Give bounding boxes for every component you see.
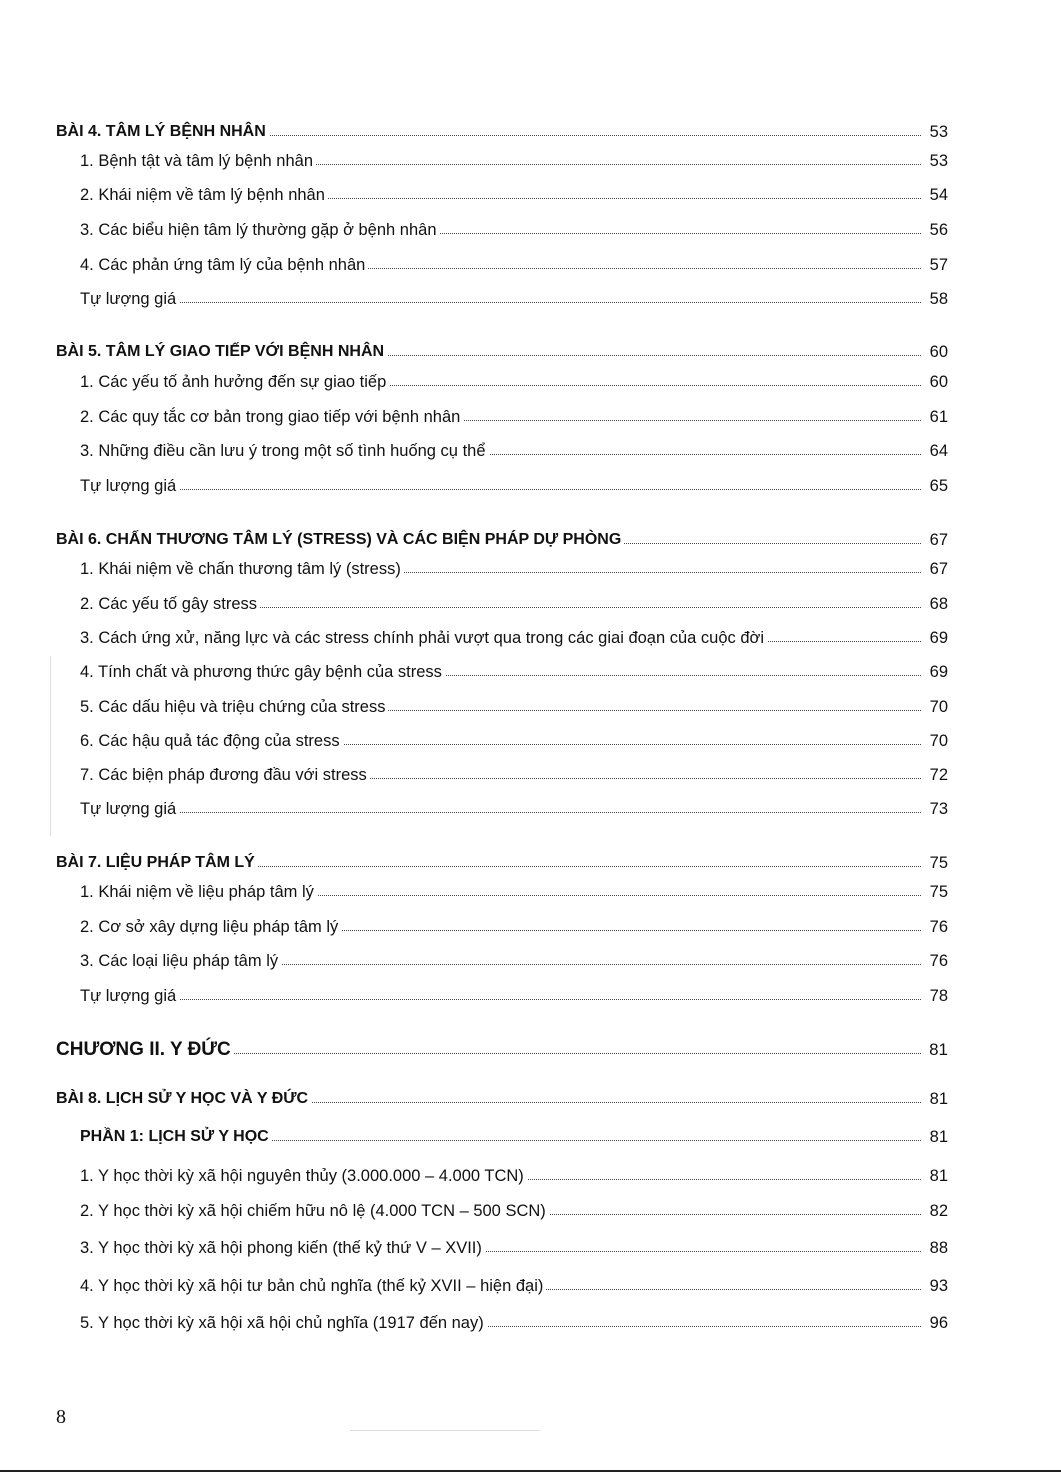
dot-leader: [80, 999, 921, 1000]
toc-page-number: 60: [922, 340, 948, 364]
toc-entry-title: 1. Khái niệm về chấn thương tâm lý (stress): [80, 557, 404, 581]
toc-page-number: 70: [922, 729, 948, 753]
toc-row: [0, 1125, 1061, 1149]
toc-row: [0, 695, 1061, 719]
toc-row: [0, 660, 1061, 684]
toc-entry-title: Tự lượng giá: [80, 984, 179, 1008]
toc-row: [0, 984, 1061, 1008]
footer-page-number: 8: [56, 1406, 66, 1428]
toc-row: [0, 120, 1061, 144]
toc-row: [0, 851, 1061, 875]
toc-page-number: 65: [922, 474, 948, 498]
toc-entry-title: 5. Các dấu hiệu và triệu chứng của stress: [80, 695, 388, 719]
toc-page-number: 82: [922, 1199, 948, 1223]
toc-page-number: 81: [922, 1125, 948, 1149]
page-bottom-rule: [0, 1470, 1061, 1472]
toc-page-number: 72: [922, 763, 948, 787]
toc-entry-title: 2. Các quy tắc cơ bản trong giao tiếp với bệnh nhân: [80, 405, 463, 429]
toc-entry-title: 3. Những điều cần lưu ý trong một số tình huống cụ thể: [80, 439, 489, 463]
toc-entry-title: 2. Y học thời kỳ xã hội chiếm hữu nô lệ (4.000 TCN – 500 SCN): [80, 1199, 549, 1223]
toc-entry-title: 1. Các yếu tố ảnh hưởng đến sự giao tiếp: [80, 370, 389, 394]
toc-page-number: 81: [922, 1038, 948, 1062]
toc-page-number: 60: [922, 370, 948, 394]
dot-leader: [80, 812, 921, 813]
toc-entry-title: 5. Y học thời kỳ xã hội xã hội chủ nghĩa (1917 đến nay): [80, 1311, 487, 1335]
toc-page-number: 76: [922, 915, 948, 939]
toc-entry-title: BÀI 4. TÂM LÝ BỆNH NHÂN: [56, 120, 269, 144]
toc-row: [0, 149, 1061, 173]
toc-page-number: 53: [922, 149, 948, 173]
toc-page-number: 54: [922, 183, 948, 207]
toc-page-number: 53: [922, 120, 948, 144]
toc-entry-title: 2. Khái niệm về tâm lý bệnh nhân: [80, 183, 328, 207]
toc-entry-title: BÀI 5. TÂM LÝ GIAO TIẾP VỚI BỆNH NHÂN: [56, 340, 387, 364]
toc-entry-title: 3. Y học thời kỳ xã hội phong kiến (thế kỷ thứ V – XVII): [80, 1236, 485, 1260]
toc-entry-title: 1. Bệnh tật và tâm lý bệnh nhân: [80, 149, 316, 173]
toc-row: [0, 626, 1061, 650]
toc-row: [0, 763, 1061, 787]
scan-artifact-line: [50, 656, 51, 836]
toc-entry-title: 3. Các biểu hiện tâm lý thường gặp ở bệnh nhân: [80, 218, 440, 242]
toc-entry-title: 2. Các yếu tố gây stress: [80, 592, 260, 616]
scan-artifact-line: [350, 1430, 540, 1431]
toc-row: [0, 1164, 1061, 1188]
toc-row: [0, 370, 1061, 394]
toc-entry-title: CHƯƠNG II. Y ĐỨC: [56, 1038, 234, 1062]
toc-page-number: 81: [922, 1164, 948, 1188]
toc-page-number: 75: [922, 851, 948, 875]
toc-row: [0, 405, 1061, 429]
toc-page-number: 58: [922, 287, 948, 311]
toc-row: [0, 949, 1061, 973]
toc-page-number: 75: [922, 880, 948, 904]
toc-entry-title: 7. Các biện pháp đương đầu với stress: [80, 763, 370, 787]
toc-row: [0, 915, 1061, 939]
toc-page-number: 73: [922, 797, 948, 821]
toc-row: [0, 880, 1061, 904]
toc-page-number: 69: [922, 660, 948, 684]
toc-page-number: 81: [922, 1087, 948, 1111]
toc-row: [0, 474, 1061, 498]
toc-page-number: 70: [922, 695, 948, 719]
toc-row: [0, 183, 1061, 207]
toc-entry-title: BÀI 6. CHẤN THƯƠNG TÂM LÝ (STRESS) VÀ CÁC BIỆN PHÁP DỰ PHÒNG: [56, 528, 624, 552]
toc-entry-title: Tự lượng giá: [80, 287, 179, 311]
toc-row: [0, 1236, 1061, 1260]
toc-row: [0, 729, 1061, 753]
toc-row: [0, 253, 1061, 277]
toc-entry-title: 1. Y học thời kỳ xã hội nguyên thủy (3.000.000 – 4.000 TCN): [80, 1164, 527, 1188]
toc-entry-title: 1. Khái niệm về liệu pháp tâm lý: [80, 880, 317, 904]
toc-entry-title: 2. Cơ sở xây dựng liệu pháp tâm lý: [80, 915, 341, 939]
toc-page-number: 64: [922, 439, 948, 463]
toc-page-number: 68: [922, 592, 948, 616]
dot-leader: [80, 489, 921, 490]
toc-page-number: 56: [922, 218, 948, 242]
toc-page-number: 61: [922, 405, 948, 429]
toc-row: [0, 1311, 1061, 1335]
toc-entry-title: BÀI 7. LIỆU PHÁP TÂM LÝ: [56, 851, 258, 875]
toc-row: [0, 287, 1061, 311]
toc-row: [0, 218, 1061, 242]
toc-row: [0, 1038, 1061, 1062]
toc-row: [0, 340, 1061, 364]
toc-row: [0, 1199, 1061, 1223]
toc-page-number: 88: [922, 1236, 948, 1260]
toc-row: [0, 592, 1061, 616]
toc-page-number: 78: [922, 984, 948, 1008]
dot-leader: [80, 302, 921, 303]
toc-entry-title: BÀI 8. LỊCH SỬ Y HỌC VÀ Y ĐỨC: [56, 1087, 311, 1111]
toc-page-number: 57: [922, 253, 948, 277]
toc-row: [0, 528, 1061, 552]
toc-page-number: 67: [922, 528, 948, 552]
toc-entry-title: 3. Các loại liệu pháp tâm lý: [80, 949, 281, 973]
toc-entry-title: Tự lượng giá: [80, 474, 179, 498]
toc-entry-title: 4. Y học thời kỳ xã hội tư bản chủ nghĩa (thế kỷ XVII – hiện đại): [80, 1274, 546, 1298]
toc-entry-title: 4. Các phản ứng tâm lý của bệnh nhân: [80, 253, 368, 277]
toc-page-number: 67: [922, 557, 948, 581]
toc-page-number: 93: [922, 1274, 948, 1298]
toc-entry-title: 4. Tính chất và phương thức gây bệnh của stress: [80, 660, 445, 684]
toc-row: [0, 1274, 1061, 1298]
toc-entry-title: 3. Cách ứng xử, năng lực và các stress chính phải vượt qua trong các giai đoạn của cuộc đời: [80, 626, 767, 650]
toc-row: [0, 439, 1061, 463]
toc-entry-title: PHẦN 1: LỊCH SỬ Y HỌC: [80, 1125, 272, 1149]
toc-page-number: 76: [922, 949, 948, 973]
toc-row: [0, 1087, 1061, 1111]
toc-entry-title: 6. Các hậu quả tác động của stress: [80, 729, 343, 753]
toc-row: [0, 797, 1061, 821]
toc-page-number: 69: [922, 626, 948, 650]
toc-row: [0, 557, 1061, 581]
toc-entry-title: Tự lượng giá: [80, 797, 179, 821]
toc-page-number: 96: [922, 1311, 948, 1335]
